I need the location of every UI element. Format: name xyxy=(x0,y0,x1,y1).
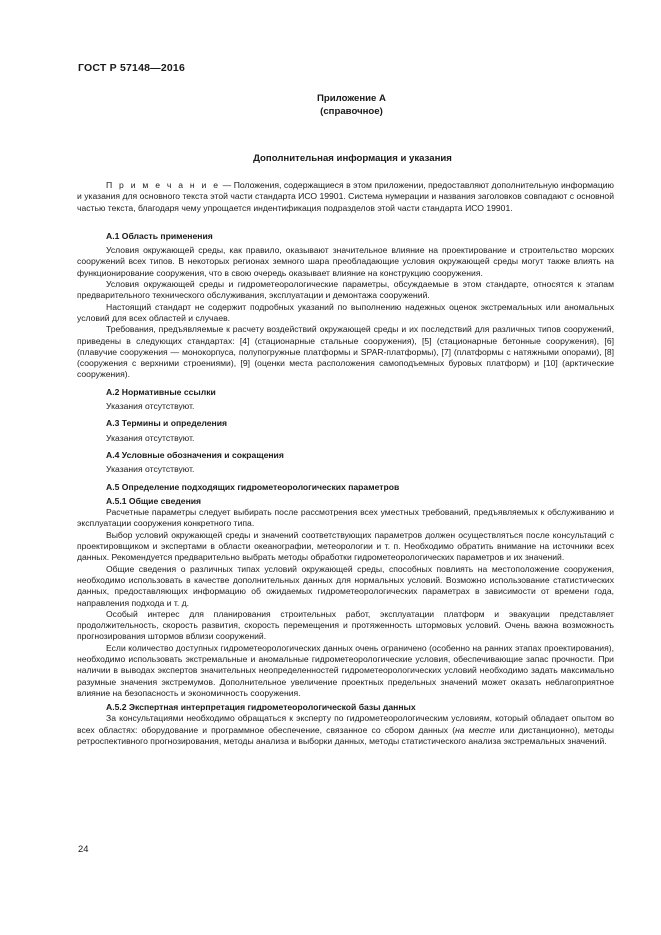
a1-paragraph-3: Настоящий стандарт не содержит подробных указаний по выполнению надежных оценок экстремальных или аномальных условий для всех областей и случаев. xyxy=(77,301,614,323)
a5-2-text-after: или дистанционно), методы ретроспективного прогнозирования, методы анализа и выборки данных, методы статистического анализа экстремальных значений. xyxy=(77,724,614,747)
a5-1-paragraph-1: Расчетные параметры следует выбирать после рассмотрения всех уместных требований, предъявляемых к обслуживанию и эксплуатации сооружения конкретного типа. xyxy=(77,507,614,529)
a5-2-text-before: За консультациями необходимо обращаться к эксперту по гидрометеорологическим условиям, который обладает опытом во всех областях: оборудование и программное обеспечение, связанное со сбором данных ( xyxy=(77,713,614,735)
a5-1-paragraph-5: Если количество доступных гидрометеорологических данных очень ограничено (особенно на ранних этапах проектирования), необходимо использовать экстремальные и аномальные гидрометеорологические условия, обеспечивающие запас прочности. При наличии в выводах экспертов значительных неопределенностей гидрометеорологических условий необходимо задать максимально разумные значения экстремумов. Дополнительное увеличение проектных предельных значений может оказать неблагоприятное влияние на безопасность и экономичность сооружения. xyxy=(77,642,614,698)
a4-text: Указания отсутствуют. xyxy=(106,464,195,475)
appendix-heading xyxy=(0,92,661,118)
a5-2-paragraph-1 xyxy=(77,713,614,747)
body-text xyxy=(77,180,614,747)
a5-2-text-italic: на месте xyxy=(455,724,496,735)
a1-heading: А.1 Область применения xyxy=(106,230,213,241)
a1-paragraph-4: Требования, предъявляемые к расчету воздействий окружающей среды и их последствий для различных типов сооружений, приведены в следующих стандартах: [4] (стационарные стальные сооружения), [5] (стационарные бетонные сооружения), [6] (плавучие сооружения — монокорпуса, полупогружные платформы и SPAR-платформы), [7] (платформы с натяжными опорами), [8] (сооружения с верхними строениями), [9] (оценки места расположения самоподъемных буровых платформ) и [10] (арктические сооружения). xyxy=(77,324,614,380)
a5-1-heading: А.5.1 Общие сведения xyxy=(106,495,202,506)
a4-heading: А.4 Условные обозначения и сокращения xyxy=(106,449,284,460)
a5-heading: А.5 Определение подходящих гидрометеорологических параметров xyxy=(106,481,400,492)
a2-heading: А.2 Нормативные ссылки xyxy=(106,386,216,397)
a5-2-heading: А.5.2 Экспертная интерпретация гидрометеорологической базы данных xyxy=(106,702,416,713)
section-title: Дополнительная информация и указания xyxy=(253,153,452,164)
note-paragraph xyxy=(77,180,614,214)
standard-header: ГОСТ Р 57148—2016 xyxy=(78,62,186,74)
a3-text: Указания отсутствуют. xyxy=(106,432,195,443)
a1-paragraph-2: Условия окружающей среды и гидрометеорологические параметры, обсуждаемые в этом стандарте, относятся к этапам предварительного технического обслуживания, эксплуатации и демонтажа сооружений. xyxy=(77,279,614,301)
a5-1-paragraph-3: Общие сведения о различных типах условий окружающей среды, способных повлиять на местоположение сооружения, необходимо использовать в качестве дополнительных данных для нормальных условий. Возможно использование статистических данных, предоставляющих информацию об ожидаемых гидрометеорологических параметрах в зависимости от времени года, направления подхода и т. д. xyxy=(77,563,614,608)
appendix-title: Приложение А xyxy=(317,93,386,104)
page-number: 24 xyxy=(78,843,89,854)
a5-1-paragraph-4: Особый интерес для планирования строительных работ, эксплуатации платформ и эвакуации представляет продолжительность, скорость развития, скорость перемещения и протяженность штормовых условий. Очень важна возможность прогнозирования штормов вблизи сооружений. xyxy=(77,608,614,642)
a5-1-paragraph-2: Выбор условий окружающей среды и значений соответствующих параметров должен осуществляться после консультаций с проектировщиком и экспертами в области океанографии, метеорологии и т. п. Необходимо обратить внимание на источники всех данных. Рекомендуется предварительно выбрать методы обработки гидрометеорологических параметров и их значений. xyxy=(77,529,614,563)
a1-paragraph-1: Условия окружающей среды, как правило, оказывают значительное влияние на проектирование и строительство морских сооружений всех типов. В некоторых регионах земного шара преобладающие условия окружающей среды могут также влиять на функционирование сооружения, что в свою очередь оказывает влияние на конструкцию сооружения. xyxy=(77,245,614,278)
a2-text: Указания отсутствуют. xyxy=(106,401,195,412)
appendix-subtitle: (справочное) xyxy=(320,106,383,117)
a3-heading: А.3 Термины и определения xyxy=(106,418,228,429)
note-text: — Положения, содержащиеся в этом приложении, предоставляют дополнительную информацию и указания для основного текста этой части стандарта ИСО 19901. Система нумерации и названия заголовков совпадают с основной частью текста, благодаря чему упрощается индентификация подразделов этой части стандарта ИСО 19901. xyxy=(77,180,614,213)
note-label: П р и м е ч а н и е xyxy=(106,180,221,190)
